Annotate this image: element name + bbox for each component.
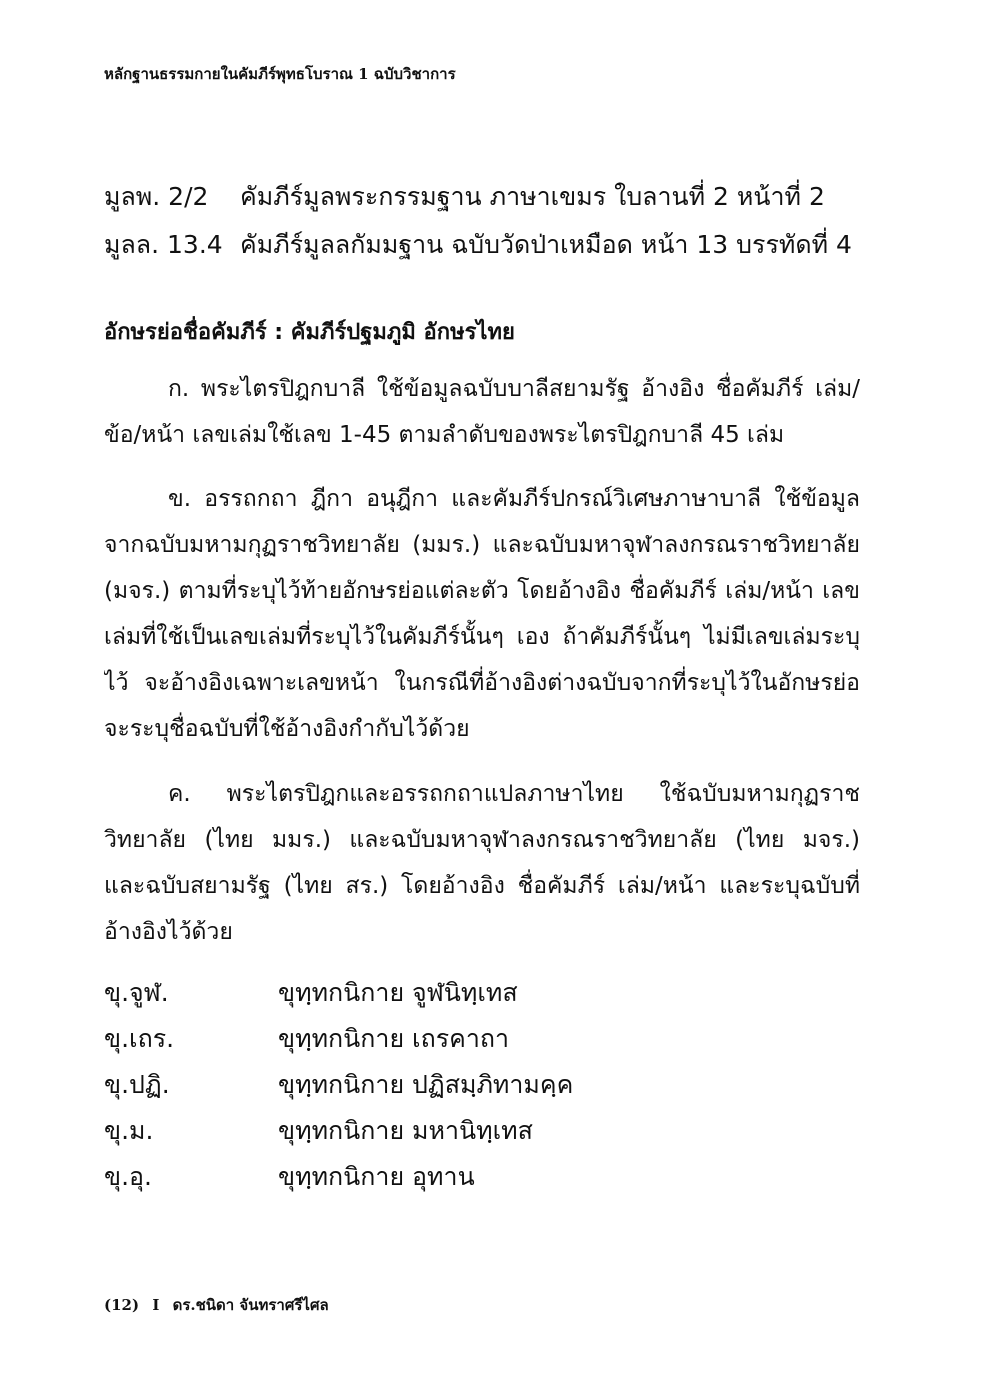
abbreviation-code: ขุ.ม. <box>104 1116 154 1145</box>
paragraph-line: จะระบุชื่อฉบับที่ใช้อ้างอิงกำกับไว้ด้วย <box>104 716 470 742</box>
page-footer <box>104 1293 329 1317</box>
abbreviation-description: ขุทฺทกนิกาย อุทาน <box>278 1162 475 1191</box>
abbreviation-code: มูลพ. 2/2 <box>104 182 209 211</box>
paragraph-line: ก. พระไตรปิฎกบาลี ใช้ข้อมูลฉบับบาลีสยามรัฐ อ้างอิง ชื่อคัมภีร์ เล่ม/ <box>168 376 860 402</box>
abbreviation-entry <box>104 180 825 214</box>
paragraph-line: (มจร.) ตามที่ระบุไว้ท้ายอักษรย่อแต่ละตัว โดยอ้างอิง ชื่อคัมภีร์ เล่ม/หน้า เลข <box>104 578 860 604</box>
paragraph-line: จากฉบับมหามกุฏราชวิทยาลัย (มมร.) และฉบับมหาจุฬาลงกรณราชวิทยาลัย <box>104 532 860 558</box>
abbreviation-entry <box>104 1068 574 1102</box>
paragraph-line: ค. พระไตรปิฎกและอรรถกถาแปลภาษาไทย ใช้ฉบับมหามกุฏราช <box>168 781 860 807</box>
abbreviation-code: ขุ.จูฬ. <box>104 978 169 1007</box>
abbreviation-code: ขุ.อุ. <box>104 1162 152 1191</box>
footer-separator: I <box>152 1296 160 1314</box>
abbreviation-description: คัมภีร์มูลพระกรรมฐาน ภาษาเขมร ใบลานที่ 2 หน้าที่ 2 <box>240 182 825 211</box>
abbreviation-description: ขุทฺทกนิกาย จูฬนิทฺเทส <box>278 978 518 1007</box>
paragraph-line: และฉบับสยามรัฐ (ไทย สร.) โดยอ้างอิง ชื่อคัมภีร์ เล่ม/หน้า และระบุฉบับที่ <box>104 873 860 899</box>
abbreviation-entry <box>104 976 518 1010</box>
abbreviation-description: คัมภีร์มูลลกัมมฐาน ฉบับวัดป่าเหมือด หน้า 13 บรรทัดที่ 4 <box>240 230 852 259</box>
abbreviation-code: ขุ.เถร. <box>104 1024 175 1053</box>
abbreviation-entry <box>104 1022 510 1056</box>
abbreviation-code: ขุ.ปฏิ. <box>104 1070 170 1099</box>
abbreviation-description: ขุทฺทกนิกาย มหานิทฺเทส <box>278 1116 533 1145</box>
abbreviation-description: ขุทฺทกนิกาย ปฏิสมฺภิทามคฺค <box>278 1070 574 1099</box>
paragraph-line: ข. อรรถกถา ฎีกา อนุฎีกา และคัมภีร์ปกรณ์วิเศษภาษาบาลี ใช้ข้อมูล <box>168 486 860 512</box>
paragraph-line: ข้อ/หน้า เลขเล่มใช้เลข 1-45 ตามลำดับของพระไตรปิฎกบาลี 45 เล่ม <box>104 422 785 448</box>
paragraph-ka <box>104 366 860 458</box>
abbreviation-entry <box>104 1114 533 1148</box>
paragraph-kho <box>104 771 860 955</box>
running-header: หลักฐานธรรมกายในคัมภีร์พุทธโบราณ 1 ฉบับวิชาการ <box>104 65 456 83</box>
abbreviation-code: มูลล. 13.4 <box>104 230 223 259</box>
page-number: (12) <box>104 1296 140 1314</box>
paragraph-line: อ้างอิงไว้ด้วย <box>104 919 233 945</box>
author-name: ดร.ชนิดา จันทราศรีไศล <box>172 1296 329 1314</box>
abbreviation-description: ขุทฺทกนิกาย เถรคาถา <box>278 1024 510 1053</box>
abbreviation-entry <box>104 1160 475 1194</box>
paragraph-line: เล่มที่ใช้เป็นเลขเล่มที่ระบุไว้ในคัมภีร์นั้นๆ เอง ถ้าคัมภีร์นั้นๆ ไม่มีเลขเล่มระบุ <box>104 624 860 650</box>
paragraph-line: ไว้ จะอ้างอิงเฉพาะเลขหน้า ในกรณีที่อ้างอิงต่างฉบับจากที่ระบุไว้ในอักษรย่อ <box>104 670 860 696</box>
paragraph-kha <box>104 476 860 752</box>
abbreviation-entry <box>104 228 852 262</box>
paragraph-line: วิทยาลัย (ไทย มมร.) และฉบับมหาจุฬาลงกรณราชวิทยาลัย (ไทย มจร.) <box>104 827 860 853</box>
section-heading: อักษรย่อชื่อคัมภีร์ : คัมภีร์ปฐมภูมิ อักษรไทย <box>104 320 515 345</box>
